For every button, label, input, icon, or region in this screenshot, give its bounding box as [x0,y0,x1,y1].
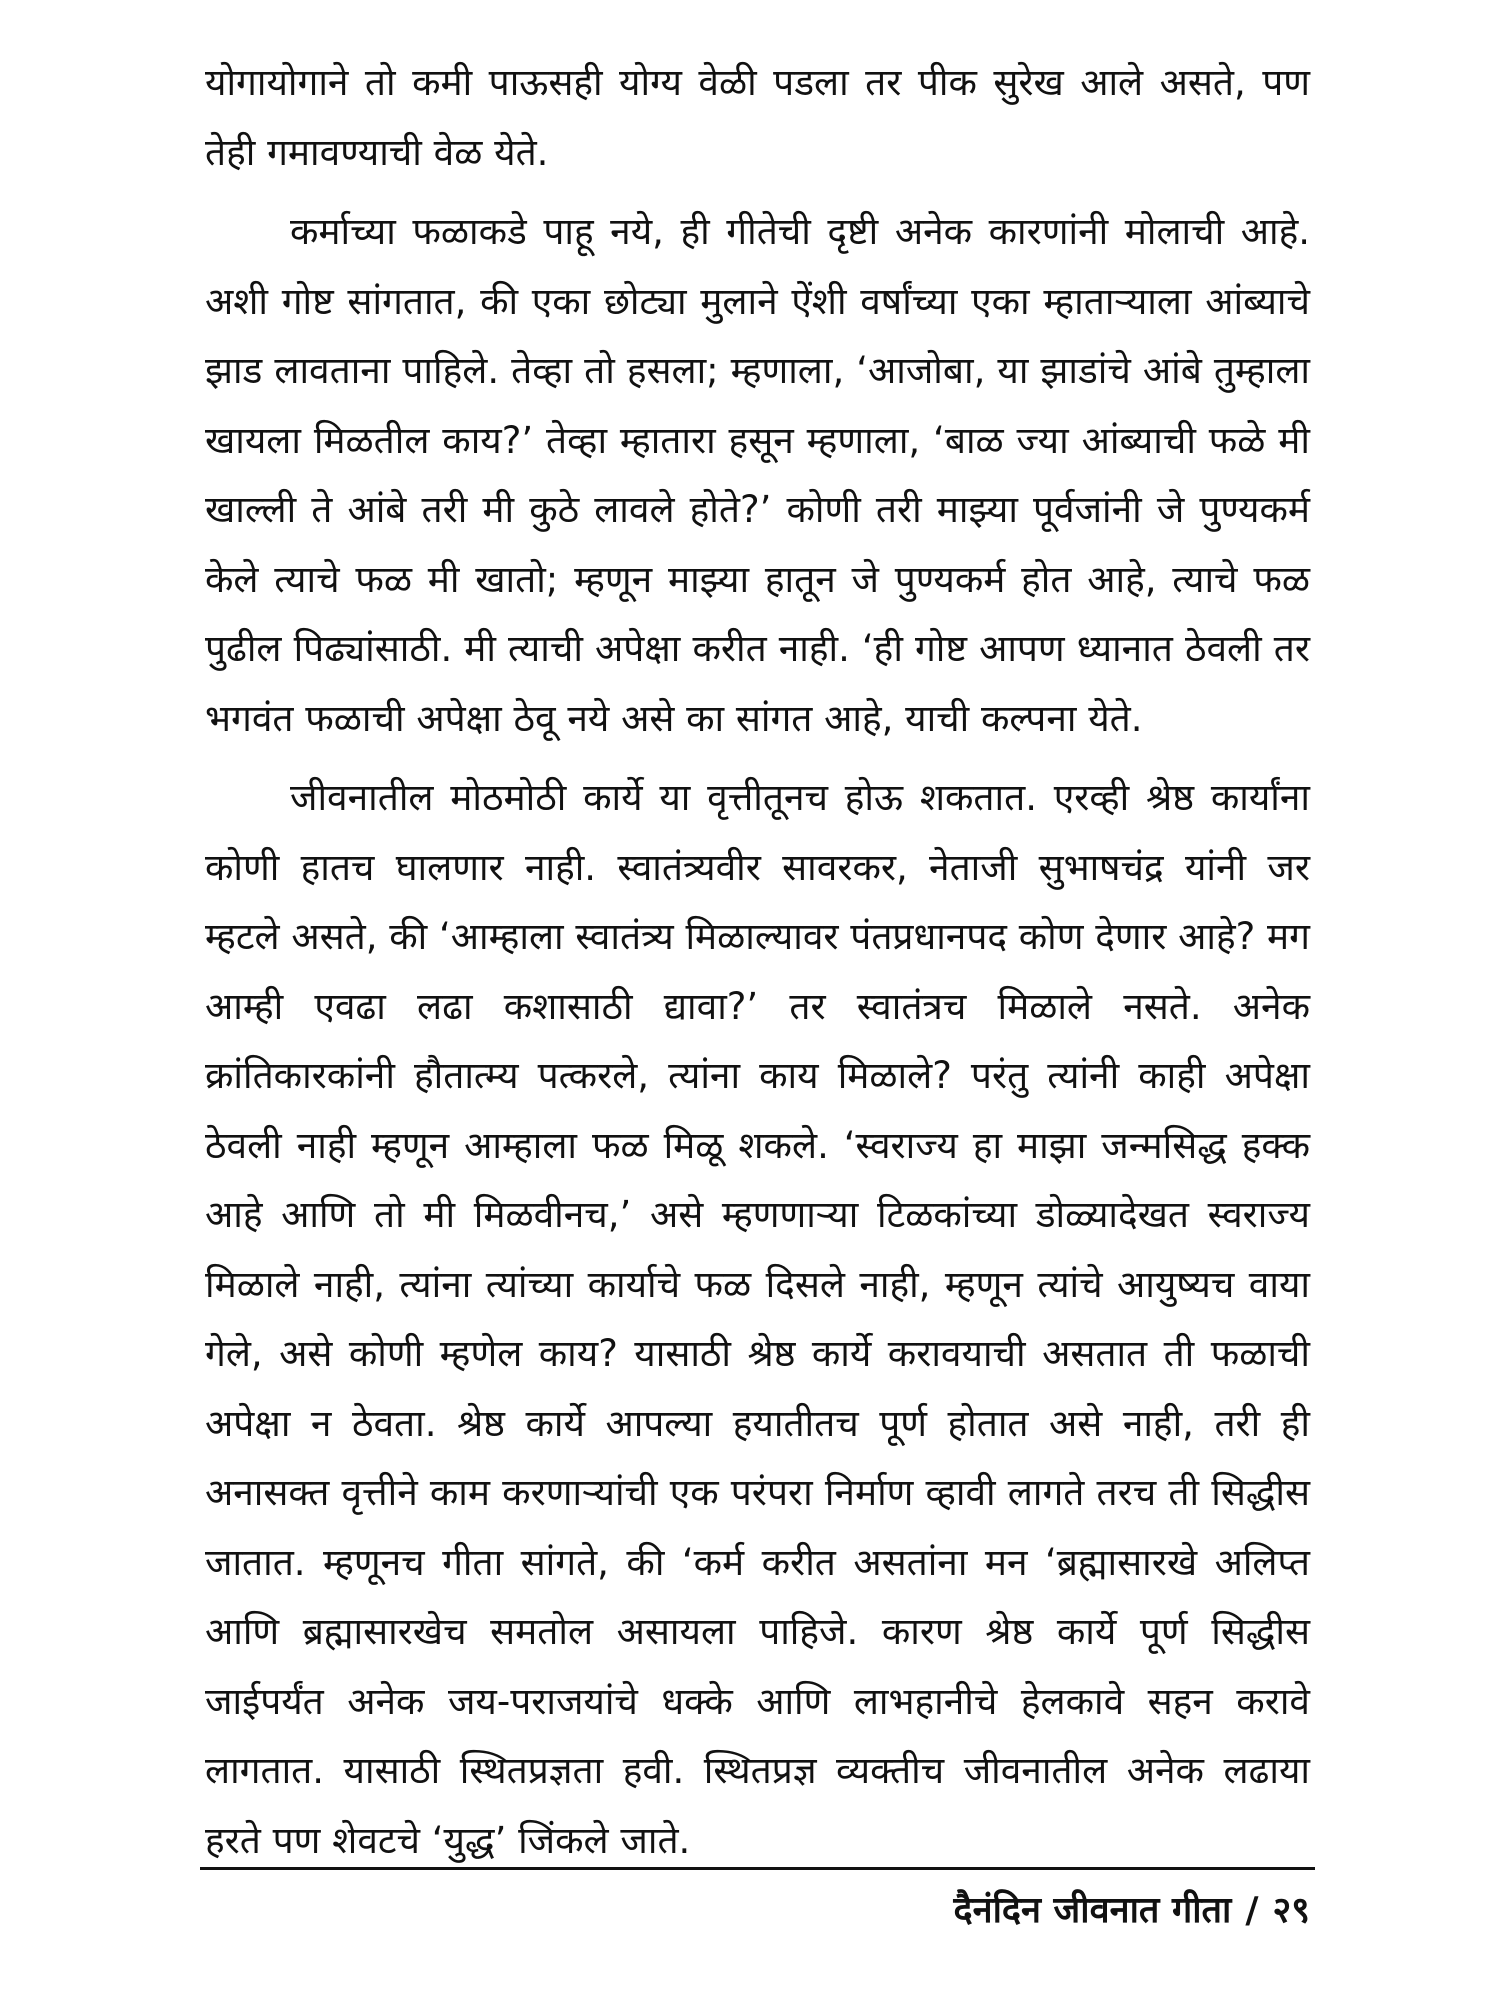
running-title: दैनंदिन जीवनात गीता [953,1890,1232,1931]
footer-divider [200,1867,1315,1870]
paragraph-great-works: जीवनातील मोठमोठी कार्ये या वृत्तीतूनच होऊ शकतात. एरव्ही श्रेष्ठ कार्यांना कोणी हातच घालणार नाही. स्वातंत्र्यवीर सावरकर, नेताजी सुभाषचंद्र यांनी जर म्हटले असते, की ‘आम्हाला स्वातंत्र्य मिळाल्यावर पंतप्रधानपद कोण देणार आहे? मग आम्ही एवढा लढा कशासाठी द्यावा?’ तर स्वातंत्रच मिळाले नसते. अनेक क्रांतिकारकांनी हौतात्म्य पत्करले, त्यांना काय मिळाले? परंतु त्यांनी काही अपेक्षा ठेवली नाही म्हणून आम्हाला फळ मिळू शकले. ‘स्वराज्य हा माझा जन्मसिद्ध हक्क आहे आणि तो मी मिळवीनच,’ असे म्हणणाऱ्या टिळकांच्या डोळ्यादेखत स्वराज्य मिळाले नाही, त्यांना त्यांच्या कार्याचे फळ दिसले नाही, म्हणून त्यांचे आयुष्यच वाया गेले, असे कोणी म्हणेल काय? यासाठी श्रेष्ठ कार्ये करावयाची असतात ती फळाची अपेक्षा न ठेवता. श्रेष्ठ कार्ये आपल्या हयातीतच पूर्ण होतात असे नाही, तरी ही अनासक्त वृत्तीने काम करणाऱ्यांची एक परंपरा निर्माण व्हावी लागते तरच ती सिद्धीस जातात. म्हणूनच गीता सांगते, की ‘कर्म करीत असतांना मन ‘ब्रह्मासारखे अलिप्त आणि ब्रह्मासारखेच समतोल असायला पाहिजे. कारण श्रेष्ठ कार्ये पूर्ण सिद्धीस जाईपर्यंत अनेक जय-पराजयांचे धक्के आणि लाभहानीचे हेलकावे सहन करावे लागतात. यासाठी स्थितप्रज्ञता हवी. स्थितप्रज्ञ व्यक्तीच जीवनातील अनेक लढाया हरते पण शेवटचे ‘युद्ध’ जिंकले जाते. [205,776,1310,1862]
page-footer [953,1884,1310,1933]
page-number: २९ [1272,1890,1310,1931]
paragraph-mango-tree-story: कर्माच्या फळाकडे पाहू नये, ही गीतेची दृष्टी अनेक कारणांनी मोलाची आहे. अशी गोष्ट सांगतात, की एका छोट्या मुलाने ऐंशी वर्षांच्या एका म्हाताऱ्याला आंब्याचे झाड लावताना पाहिले. तेव्हा तो हसला; म्हणाला, ‘आजोबा, या झाडांचे आंबे तुम्हाला खायला मिळतील काय?’ तेव्हा म्हातारा हसून म्हणाला, ‘बाळ ज्या आंब्याची फळे मी खाल्ली ते आंबे तरी मी कुठे लावले होते?’ कोणी तरी माझ्या पूर्वजांनी जे पुण्यकर्म केले त्याचे फळ मी खातो; म्हणून माझ्या हातून जे पुण्यकर्म होत आहे, त्याचे फळ पुढील पिढ्यांसाठी. मी त्याची अपेक्षा करीत नाही. ‘ही गोष्ट आपण ध्यानात ठेवली तर भगवंत फळाची अपेक्षा ठेवू नये असे का सांगत आहे, याची कल्पना येते. [205,210,1310,740]
footer-separator: / [1245,1890,1259,1931]
page-body [205,48,1310,1875]
paragraph-continuation: योगायोगाने तो कमी पाऊसही योग्य वेळी पडला तर पीक सुरेख आले असते, पण तेही गमावण्याची वेळ येते. [205,61,1310,174]
